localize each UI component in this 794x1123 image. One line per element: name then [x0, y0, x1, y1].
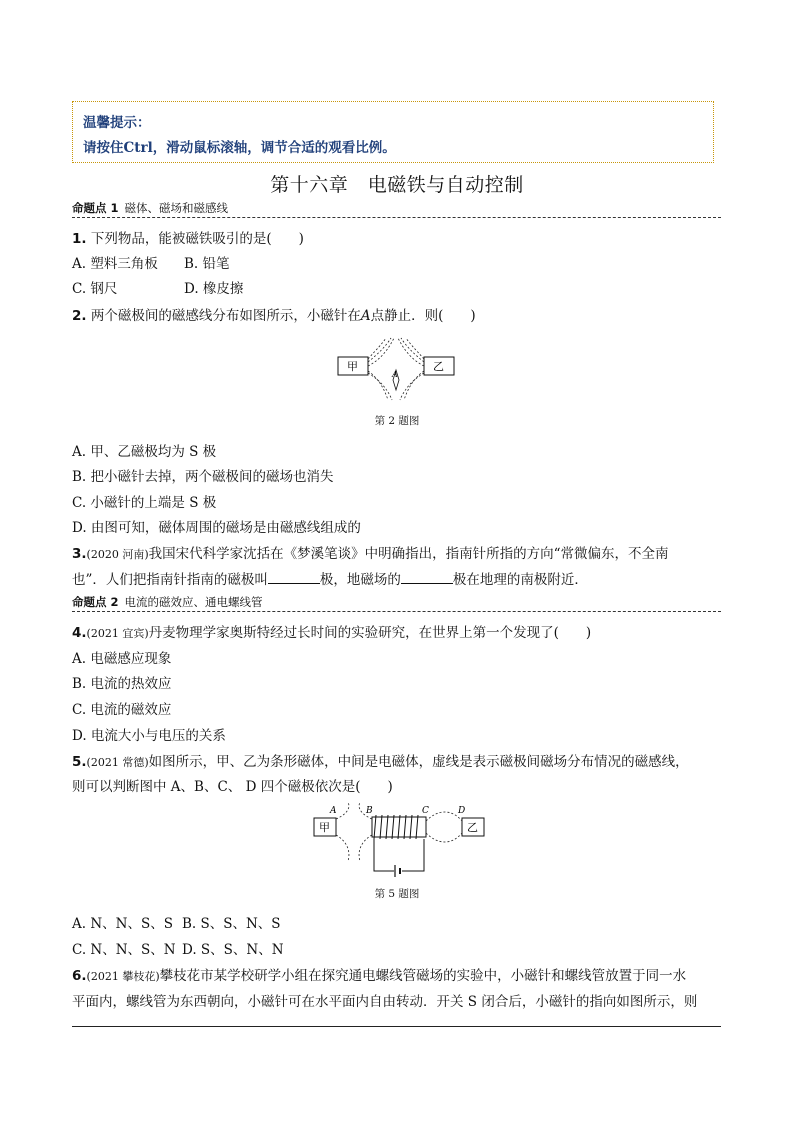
- section-tag: 命题点 2: [72, 595, 119, 609]
- option-d: D. S、S、N、N: [182, 942, 284, 958]
- question-source: (2021 攀枝花): [86, 970, 160, 983]
- option-d: D. 由图可知，磁体周围的磁场是由磁感线组成的: [72, 520, 361, 536]
- question-text-b: 极，地磁场的: [319, 572, 401, 588]
- option-c: C. 钢尺: [72, 281, 118, 297]
- option-c: C. N、N、S、N: [72, 942, 176, 958]
- figure-q5-electromagnet: [312, 803, 488, 881]
- question-text: 攀枝花市某学校研学小组在探究通电螺线管磁场的实验中，小磁针和螺线管放置于同一水: [159, 968, 687, 984]
- magnet-right-label: 乙: [433, 360, 444, 373]
- option-b: B. S、S、N、S: [182, 916, 281, 932]
- question-text-c: 极在地理的南极附近．: [452, 572, 588, 588]
- figure-5-caption: 第 5 题图: [374, 888, 420, 900]
- tip-text: 请按住Ctrl，滑动鼠标滚轴，调节合适的观看比例。: [83, 140, 396, 156]
- pole-a-label: A: [330, 806, 337, 816]
- option-b: B. 铅笔: [184, 256, 230, 272]
- option-a: A. 电磁感应现象: [72, 651, 172, 667]
- question-number: 2.: [72, 308, 87, 324]
- pole-d-label: D: [458, 806, 466, 816]
- question-6-line1: [72, 964, 686, 984]
- option-d: D. 橡皮擦: [184, 281, 244, 297]
- point-variable: A: [360, 308, 371, 324]
- question-source: (2021 宜宾): [86, 627, 149, 640]
- pole-b-label: B: [366, 806, 373, 816]
- section-label: 电流的磁效应、通电螺线管: [124, 595, 263, 609]
- chapter-title: 第十六章 电磁铁与自动控制: [270, 174, 524, 196]
- option-b: B. 电流的热效应: [72, 676, 172, 692]
- option-a: A. 甲、乙磁极均为 S 极: [72, 444, 217, 460]
- question-number: 5.: [72, 754, 87, 770]
- section-heading-1: [72, 200, 721, 218]
- circuit-wire: [374, 839, 424, 871]
- question-text: 如图所示，甲、乙为条形磁体，中间是电磁体，虚线是表示磁极间磁场分布情况的磁感线，: [148, 754, 689, 770]
- question-2-stem: [72, 304, 476, 324]
- question-number: 1.: [72, 231, 87, 247]
- section-tag: 命题点 1: [72, 201, 119, 215]
- figure-2-caption: 第 2 题图: [374, 415, 420, 427]
- question-source: (2021 常德): [86, 756, 149, 769]
- figure-q2-magnetic-field: [336, 336, 456, 402]
- question-4-stem: [72, 621, 591, 641]
- question-5-options-row1: [72, 912, 281, 932]
- question-5-line2: 则可以判断图中 A、B、C、 D 四个磁极依次是( ): [72, 779, 393, 795]
- needle-label: A: [392, 370, 398, 379]
- magnet-yi-label: 乙: [467, 821, 478, 834]
- question-5-options-row2: [72, 938, 284, 958]
- option-a: A. N、N、S、S: [72, 916, 173, 932]
- magnet-left-label: 甲: [347, 360, 358, 373]
- pole-c-label: C: [422, 806, 429, 816]
- section-label: 磁体、磁场和磁感线: [124, 201, 229, 215]
- question-text-a: 两个磁极间的磁感线分布如图所示，小磁针在: [90, 308, 361, 324]
- question-1-options-row2: [72, 277, 243, 297]
- question-3-line1: [72, 542, 669, 562]
- question-6-line2: 平面内，螺线管为东西朝向，小磁针可在水平面内自由转动．开关 S 闭合后，小磁针的指向如图所示，则: [72, 994, 698, 1010]
- question-text: 下列物品，能被磁铁吸引的是( ): [90, 231, 304, 247]
- magnet-jia-label: 甲: [319, 821, 330, 834]
- question-text-a: 也”．人们把指南针指南的磁极叫: [72, 572, 268, 588]
- option-a: A. 塑料三角板: [72, 256, 158, 272]
- question-number: 4.: [72, 625, 87, 641]
- tip-box: [72, 101, 714, 163]
- question-number: 6.: [72, 968, 87, 984]
- tip-title: 温馨提示：: [83, 115, 151, 131]
- answer-blank-2[interactable]: [401, 570, 453, 584]
- question-number: 3.: [72, 546, 87, 562]
- page-footer-rule: [72, 1026, 721, 1027]
- question-text-b: 点静止．则( ): [370, 308, 476, 324]
- question-text: 丹麦物理学家奥斯特经过长时间的实验研究，在世界上第一个发现了( ): [148, 625, 592, 641]
- question-3-line2: [72, 568, 588, 588]
- question-text: 我国宋代科学家沈括在《梦溪笔谈》中明确指出，指南针所指的方向“常微偏东，不全南: [148, 546, 669, 562]
- option-d: D. 电流大小与电压的关系: [72, 728, 226, 744]
- question-5-line1: [72, 750, 689, 770]
- question-1-options-row1: [72, 252, 230, 272]
- option-c: C. 小磁针的上端是 S 极: [72, 495, 217, 511]
- option-c: C. 电流的磁效应: [72, 702, 172, 718]
- answer-blank-1[interactable]: [268, 570, 320, 584]
- option-b: B. 把小磁针去掉，两个磁极间的磁场也消失: [72, 469, 334, 485]
- question-source: (2020 河南): [86, 548, 149, 561]
- section-heading-2: [72, 594, 721, 612]
- question-1-stem: [72, 227, 304, 247]
